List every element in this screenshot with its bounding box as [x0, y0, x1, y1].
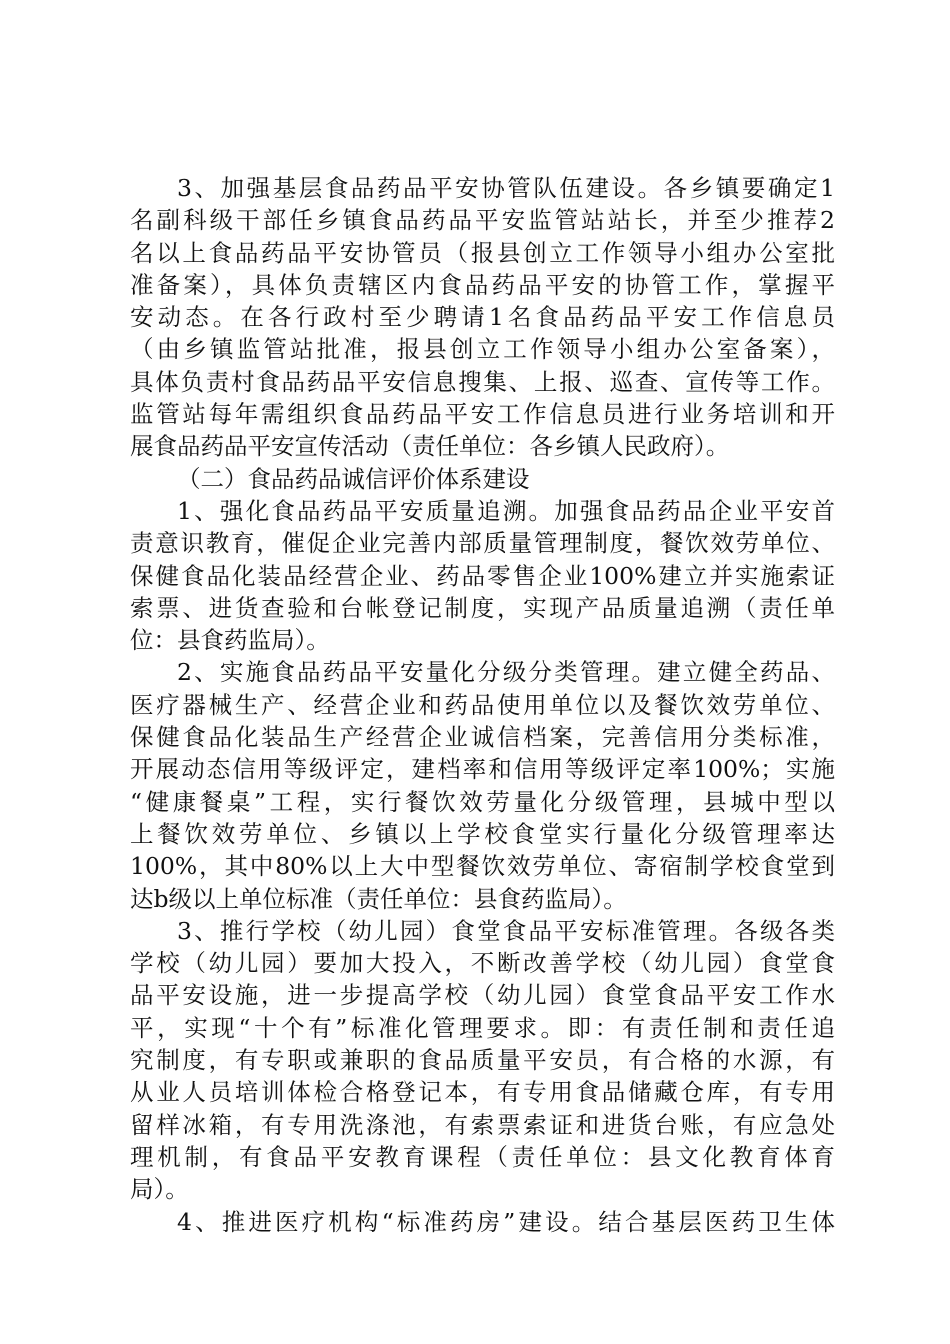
paragraph-line: 准备案），具体负责辖区内食品药品平安的协管工作，掌握平	[130, 270, 835, 299]
paragraph-line: 品平安设施，进一步提高学校（幼儿园）食堂食品平安工作水	[130, 981, 835, 1010]
paragraph-line: 3、推行学校（幼儿园）食堂食品平安标准管理。各级各类	[177, 916, 835, 945]
section-heading: （二）食品药品诚信评价体系建设	[177, 464, 530, 493]
paragraph-line: 达b级以上单位标准（责任单位：县食药监局）。	[130, 884, 627, 913]
paragraph-line: 名副科级干部任乡镇食品药品平安监管站站长，并至少推荐2	[130, 206, 835, 235]
paragraph-line: 100%，其中80%以上大中型餐饮效劳单位、寄宿制学校食堂到	[130, 852, 835, 881]
paragraph-line: 3、加强基层食品药品平安协管队伍建设。各乡镇要确定1	[177, 174, 835, 202]
paragraph-line: 保健食品化装品经营企业、药品零售企业100%建立并实施索证	[130, 561, 835, 590]
paragraph-line: 安动态。在各行政村至少聘请1名食品药品平安工作信息员	[130, 303, 835, 332]
paragraph-line: 究制度，有专职或兼职的食品质量平安员，有合格的水源，有	[130, 1046, 835, 1075]
paragraph-line: 监管站每年需组织食品药品平安工作信息员进行业务培训和开	[130, 400, 835, 429]
paragraph-line: 1、强化食品药品平安质量追溯。加强食品药品企业平安首	[177, 496, 835, 525]
paragraph-line: 具体负责村食品药品平安信息搜集、上报、巡查、宣传等工作。	[130, 367, 835, 396]
paragraph-line: 开展动态信用等级评定，建档率和信用等级评定率100%；实施	[130, 755, 835, 784]
paragraph-line: “健康餐桌”工程，实行餐饮效劳量化分级管理，县城中型以	[130, 787, 835, 816]
paragraph-line: 4、推进医疗机构“标准药房”建设。结合基层医药卫生体	[177, 1207, 835, 1236]
paragraph-line: 保健食品化装品生产经营企业诚信档案，完善信用分类标准，	[130, 723, 835, 752]
paragraph-line: 索票、进货查验和台帐登记制度，实现产品质量追溯（责任单	[130, 593, 835, 622]
paragraph-line: 理机制，有食品平安教育课程（责任单位：县文化教育体育	[130, 1142, 835, 1171]
paragraph-line: 留样冰箱，有专用洗涤池，有索票索证和进货台账，有应急处	[130, 1110, 835, 1139]
paragraph-line: 平，实现“十个有”标准化管理要求。即：有责任制和责任追	[130, 1013, 835, 1042]
paragraph-line: 局）。	[130, 1175, 189, 1204]
paragraph-line: 学校（幼儿园）要加大投入，不断改善学校（幼儿园）食堂食	[130, 949, 835, 978]
paragraph-line: 从业人员培训体检合格登记本，有专用食品储藏仓库，有专用	[130, 1078, 835, 1107]
document-body	[130, 172, 835, 1238]
paragraph-line: 2、实施食品药品平安量化分级分类管理。建立健全药品、	[177, 658, 835, 687]
paragraph-line: （由乡镇监管站批准，报县创立工作领导小组办公室备案），	[130, 335, 835, 364]
paragraph-line: 展食品药品平安宣传活动（责任单位：各乡镇人民政府）。	[130, 432, 730, 461]
paragraph-line: 上餐饮效劳单位、乡镇以上学校食堂实行量化分级管理率达	[130, 819, 835, 848]
paragraph-line: 位：县食药监局）。	[130, 626, 330, 655]
paragraph-line: 医疗器械生产、经营企业和药品使用单位以及餐饮效劳单位、	[130, 690, 835, 719]
paragraph-line: 责意识教育，催促企业完善内部质量管理制度，餐饮效劳单位、	[130, 529, 835, 558]
paragraph-line: 名以上食品药品平安协管员（报县创立工作领导小组办公室批	[130, 238, 835, 267]
